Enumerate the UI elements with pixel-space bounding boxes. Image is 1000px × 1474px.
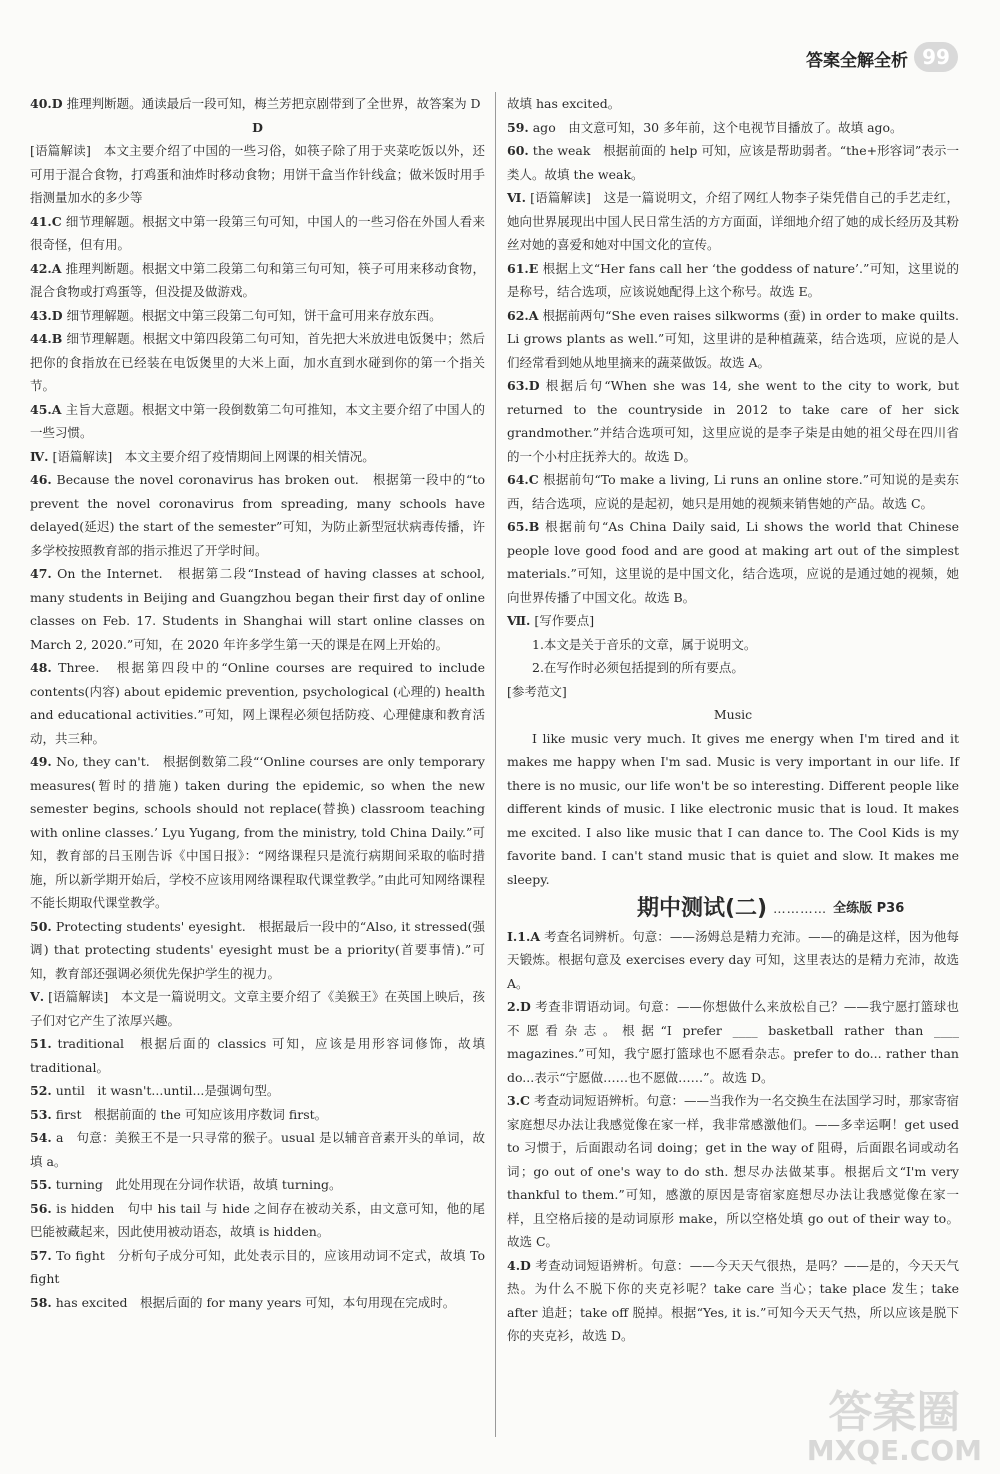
item-text: a 句意：美猴王不是一只寻常的猴子。usual 是以辅音音素开头的单词，故填 a。 [30,1130,485,1169]
item-text: 细节理解题。根据文中第四段第二句可知，首先把大米放进电饭煲中；然后把你的食指放在已经装在电饭煲里的大米上面，加水直到水碰到你的第一个指关节。 [30,331,485,393]
answer-item [507,304,959,375]
answer-item [30,1126,485,1173]
answer-item [30,1079,485,1103]
item-text: [语篇解读] 本文主要介绍了中国的一些习俗，如筷子除了用于夹菜吃饭以外，还可用于混合食物，打鸡蛋和油炸时移动食物；用饼干盒当作针线盒；做米饭时用手指测量加水的多少等 [30,143,485,205]
answer-item [507,92,959,116]
item-text: 根据前句“As China Daily said, Li shows the world that Chinese people love good food and are good at making art out of the simplest materials.”可知，这里说的是中国文化，结合选项，应说的是通过她的视频，她向世界传播了中国文化。故选 B。 [507,519,959,605]
item-number: 64.C [507,472,539,487]
answer-item [30,139,485,210]
section-title: 期中测试(二) [637,896,768,921]
item-text: traditional 根据后面的 classics 可知，应该是用形容词修饰，故填 traditional。 [30,1036,485,1075]
answer-item [507,257,959,304]
item-number: 56. [30,1200,52,1216]
answer-item [507,139,959,186]
answer-item [30,1197,485,1244]
answer-item [30,445,485,469]
answer-item [507,468,959,515]
item-text: [语篇解读] 这是一篇说明文，介绍了网红人物李子柒凭借自己的手艺走红，她向世界展现出中国人民日常生活的方方面面，详细地介绍了她的成长经历及其粉丝对她的喜爱和她对中国文化的宣传。 [507,190,959,252]
item-text: [语篇解读] 本文主要介绍了疫情期间上网课的相关情况。 [52,448,375,464]
item-text: turning 此处用现在分词作状语，故填 turning。 [55,1177,342,1192]
item-number: 58. [30,1294,52,1310]
answer-item [507,609,959,633]
answer-item [507,925,959,996]
item-number: Ⅴ. [30,989,45,1004]
item-text: [语篇解读] 本文是一篇说明文。文章主要介绍了《美猴王》在英国上映后，孩子们对它产生了浓厚兴趣。 [30,989,485,1028]
answer-item [30,1173,485,1197]
item-text: 推理判断题。根据文中第二段第二句和第三句可知，筷子可用来移动食物，混合食物或打鸡蛋等，但没提及做游戏。 [30,260,485,299]
item-text: until it wasn't...until...是强调句型。 [55,1083,280,1098]
column-divider [495,92,496,1437]
item-text: ago 由文意可知，30 多年前，这个电视节目播放了。故填 ago。 [532,119,903,135]
item-text: 根据上文“Her fans call her ‘the goddess of nature’.”可知，这里说的是称号，结合选项，应该说她配得上这个称号。故选 E。 [507,260,959,299]
section-heading [507,897,959,921]
item-text: 考查非谓语动词。句意：——你想做什么来放松自己？——我宁愿打篮球也不愿看杂志。根据“I prefer ____ basketball rather than ____ magazines.”可知，我宁愿打篮球也不愿看杂志。prefer to do... rather than do...表示“宁愿做……也不愿做……”。故选 D。 [507,999,959,1085]
item-text: 主旨大意题。根据文中第一段倒数第二句可推知，本文主要介绍了中国人的一些习惯。 [30,401,485,440]
right-column [507,92,959,1348]
section-dots: ………… [773,901,828,916]
item-text: 细节理解题。根据文中第三段第二句可知，饼干盒可用来存放东西。 [66,307,442,323]
page-number: 99 [914,42,958,72]
answer-item [30,210,485,257]
item-text: 考查动词短语辨析。句意：——今天天气很热，是吗？——是的，今天天气热。为什么不脱下你的夹克衫呢？take care 当心；take place 发生；take after 追赶；take off 脱掉。根据“Yes, it is.”可知今天天气热，所以应该是脱下你的夹克衫，故选 D。 [507,1257,959,1343]
answer-item [30,257,485,304]
item-text: [写作要点] [534,613,595,628]
item-text: has excited 根据后面的 for many years 可知，本句用现在完成时。 [55,1294,456,1310]
item-text: 根据前句“To make a living, Li runs an online store.”可知说的是卖东西，结合选项，应说的是起初，她只是用她的视频来销售她的产品。故选 C。 [507,472,959,511]
answer-item [30,1291,485,1315]
section-ref: 全练版 P36 [833,901,905,916]
answer-item [30,398,485,445]
item-number: 47. [30,566,52,581]
item-text: 根据后句“When she was 14, she went to the city to work, but returned to the countryside in 2012 to take care of her sick grandmother.”并结合选项可知，这里应说的是李子柒是由她的祖父母在四川省的一个小村庄抚养大的。故选 D。 [507,378,959,464]
item-text: To fight 分析句子成分可知，此处表示目的，应该用动词不定式，故填 To fight [30,1247,485,1286]
item-number: 48. [30,660,52,675]
item-text: the weak 根据前面的 help 可知，应该是帮助弱者。“the+形容词”表示一类人。故填 the weak。 [507,143,959,182]
item-number: Ⅰ.1.A [507,928,541,944]
answer-item [507,116,959,140]
indented-paragraph: I like music very much. It gives me energy when I'm tired and it makes me happy when I'm sad. Music is very important in our life. If there is no music, our life won't be so interesting. Different people like different kinds of music. I like electronic music that is loud. It makes me excited. I also like music that I can dance to. The Cool Kids is my favorite band. I can't stand music that is quiet and slow. It makes me sleepy. [507,730,959,887]
answer-item [30,468,485,562]
answer-item [507,1089,959,1254]
item-text: 细节理解题。根据文中第一段第三句可知，中国人的一些习俗在外国人看来很奇怪，但有用。 [30,213,485,252]
item-number: 2.D [507,999,531,1014]
answer-item [30,1032,485,1079]
answer-item [30,1244,485,1291]
watermark-logo [806,1387,982,1467]
item-number: 59. [507,119,529,135]
item-text: On the Internet. 根据第二段“Instead of having classes at school, many students in Beijing and Guangzhou began their first day of online classes on Feb. 17. Students in Shanghai will start online classes on March 2, 2020.”可知，在 2020 年许多学生第一天的课是在网上开始的。 [30,566,485,652]
left-column [30,92,485,1314]
item-number: 43.D [30,307,63,323]
item-number: Ⅶ. [507,613,531,628]
item-text: 根据前两句“She even raises silkworms (蚕) in order to make quilts. Li grows plants as well.”可知，这里讲的是种植蔬菜，结合选项，应说的是人们经常看到她从地里摘来的蔬菜做饭。故选 A。 [507,307,959,370]
item-number: 51. [30,1036,52,1051]
header-title: 答案全解全析 [806,51,908,71]
item-number: 50. [30,918,52,934]
item-number: 49. [30,754,52,769]
answer-item [507,995,959,1089]
answer-item [507,680,959,704]
item-number: 57. [30,1247,52,1263]
answer-item [30,750,485,915]
item-number: 52. [30,1083,52,1098]
answer-item [30,304,485,328]
item-text: first 根据前面的 the 可知应该用序数词 first。 [55,1106,328,1122]
item-number: 40.D [30,96,63,111]
item-number: Ⅵ. [507,190,526,205]
answer-item [30,985,485,1032]
item-text: Three. 根据第四段中的“Online courses are required to include contents(内容) about epidemic prevention, psychological (心理的) health and educational activities.”可知，网上课程必须包括防疫、心理健康和教育活动，共三种。 [30,660,485,746]
watermark-url: MXQE.COM [806,1434,982,1467]
item-number: 54. [30,1130,52,1145]
item-number: 45.A [30,401,62,417]
item-number: 60. [507,143,529,158]
item-number: 61.E [507,260,539,276]
item-text: 考查动词短语辨析。句意：——当我作为一名交换生在法国学习时，那家寄宿家庭想尽办法让我感觉像在家一样，我非常感激他们。——多幸运啊！get used to 习惯于，后面跟动名词 doing；get in the way of 阻碍，后面跟名词或动名词；go out of one's way to do sth. 想尽办法做某事。根据后文“I'm very thankful to them.”可知，感激的原因是寄宿家庭想尽办法让我感觉像在家一样，且空格后接的是动词原形 make，所以空格处填 go out of their way to。故选 C。 [507,1093,959,1249]
item-number: 63.D [507,378,540,393]
answer-item [507,1254,959,1348]
item-text: 推理判断题。通读最后一段可知，梅兰芳把京剧带到了全世界，故答案为 D [66,96,481,111]
indented-paragraph: 1.本文是关于音乐的文章，属于说明文。 [532,636,757,652]
item-text: Because the novel coronavirus has broken out. 根据第一段中的“to prevent the novel coronavirus from spreading, many schools have delayed(延迟) the start of the semester”可知，为防止新型冠状病毒传播，许多学校按照教育部的指示推迟了开学时间。 [30,472,485,558]
answer-item [30,562,485,656]
item-number: 65.B [507,519,540,534]
answer-item [30,327,485,398]
centered-heading: D [252,119,263,135]
item-number: 46. [30,472,52,487]
item-number: 42.A [30,260,62,276]
item-number: 53. [30,1106,52,1122]
answer-item [507,186,959,257]
centered-heading: Music [713,707,753,722]
item-number: 62.A [507,307,539,323]
item-number: Ⅳ. [30,448,49,464]
item-number: 3.C [507,1093,530,1108]
answer-item [30,1103,485,1127]
item-number: 41.C [30,213,62,229]
item-text: Protecting students' eyesight. 根据最后一段中的“Also, it stressed(强调) that protecting students' eyesight must be a priority(首要事情).”可知，教育部还强调必须优先保护学生的视力。 [30,918,485,981]
item-text: 故填 has excited。 [507,96,621,111]
answer-item [30,915,485,986]
item-text: is hidden 句中 his tail 与 hide 之间存在被动关系，由文意可知，他的尾巴能被藏起来，因此使用被动语态，故填 is hidden。 [30,1200,485,1239]
indented-paragraph: 2.在写作时必须包括提到的所有要点。 [532,660,744,675]
item-text: [参考范文] [507,683,567,699]
watermark-title: 答案圈 [828,1387,961,1438]
item-number: 55. [30,1177,52,1192]
answer-item [30,656,485,750]
item-number: 44.B [30,331,63,346]
item-text: No, they can't. 根据倒数第二段“‘Online courses are only temporary measures(暂时的措施) taken during the epidemic, so when the new semester begins, schools should not replace(替换) classroom teaching with online classes.’ Lyu Yugang, from the ministry, told China Daily.”可知，教育部的吕玉刚告诉《中国日报》：“网络课程只是流行病期间采取的临时措施，所以新学期开始后，学校不应该用网络课程取代课堂教学。”由此可知网络课程不能长期取代课堂教学。 [30,754,485,910]
answer-item [30,92,485,116]
answer-item [507,515,959,609]
item-text: 考查名词辨析。句意：——汤姆总是精力充沛。——的确是这样，因为他每天锻炼。根据句意及 exercises every day 可知，这里表达的是精力充沛，故选 A。 [507,928,959,991]
answer-item [507,374,959,468]
item-number: 4.D [507,1257,531,1273]
